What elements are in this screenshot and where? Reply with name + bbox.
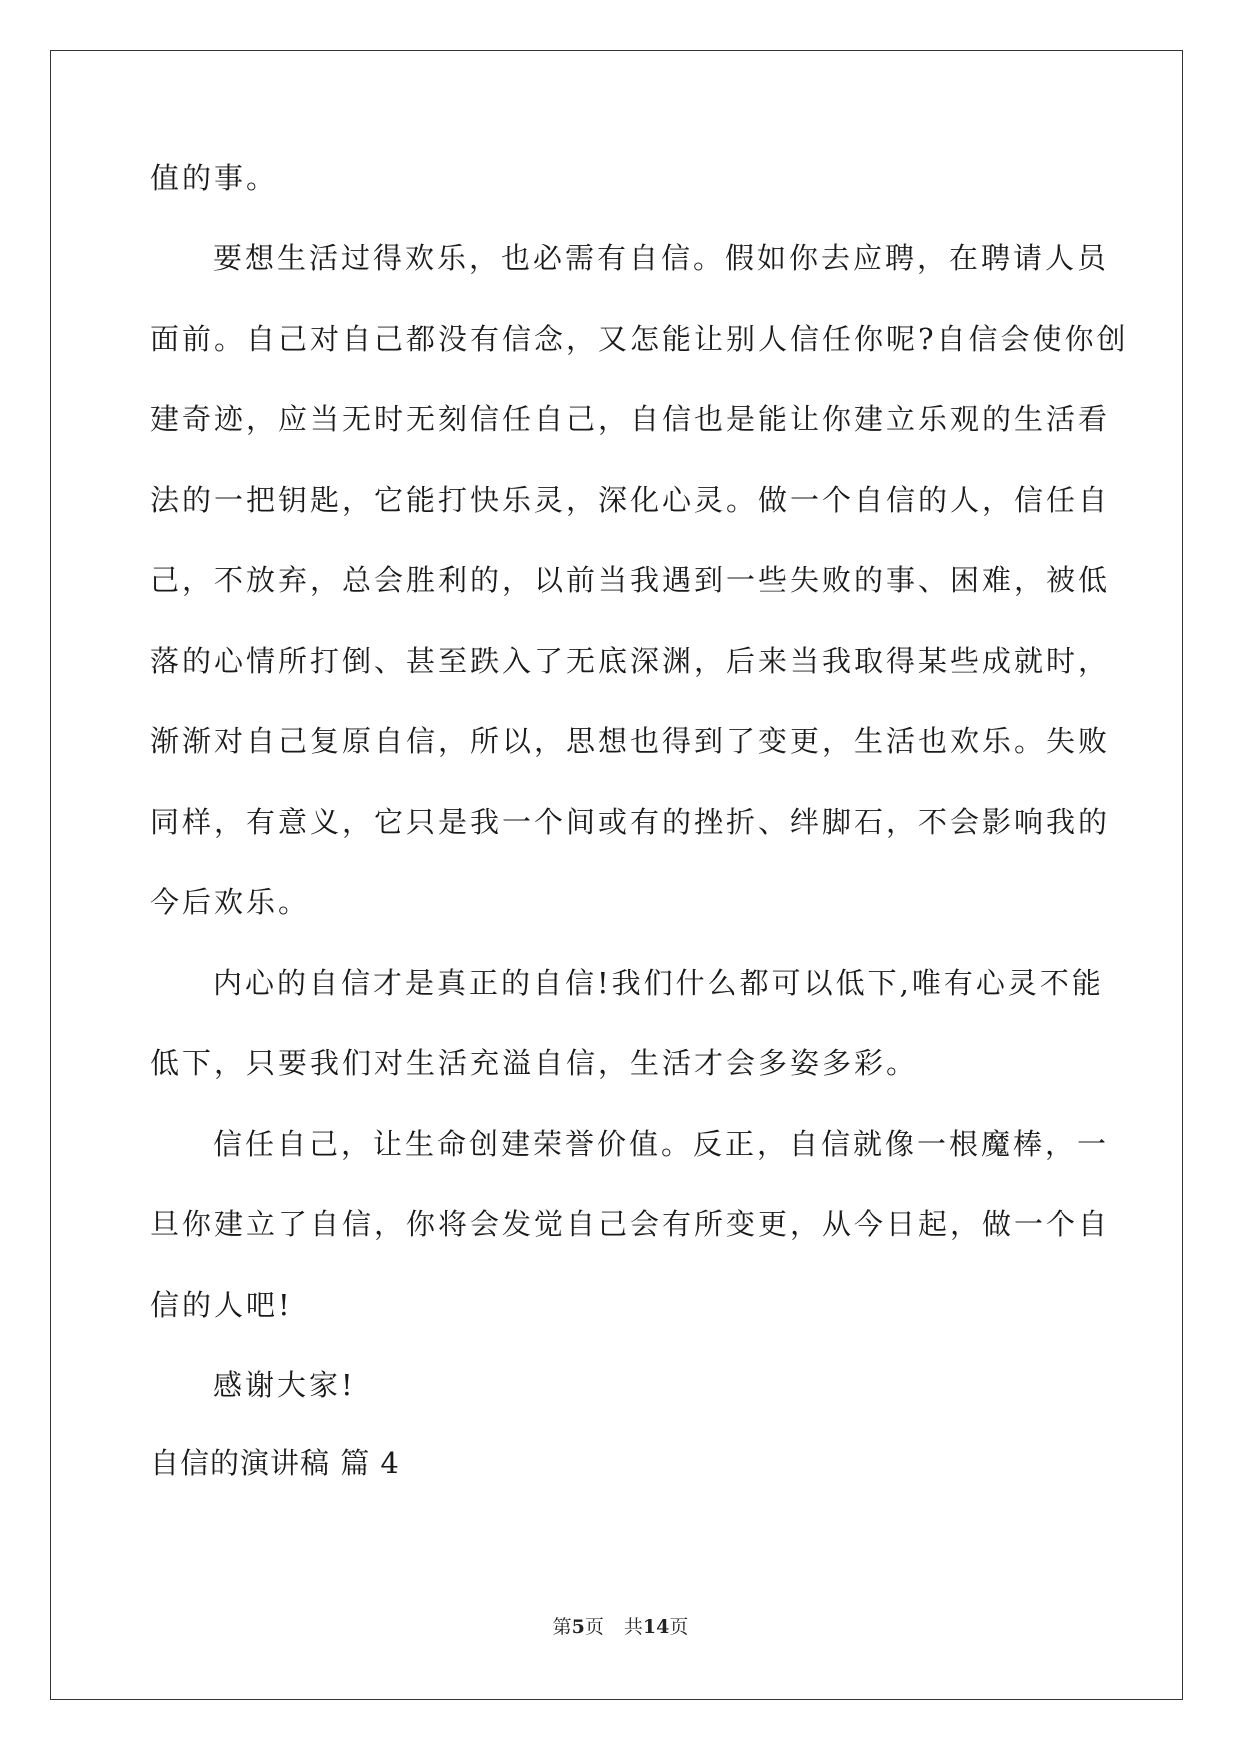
text-line: 信任自己，让生命创建荣誉价值。反正，自信就像一根魔棒，一 bbox=[213, 1127, 1110, 1161]
text-line: 建奇迹，应当无时无刻信任自己，自信也是能让你建立乐观的生活看 bbox=[150, 402, 1111, 436]
text-line: 旦你建立了自信，你将会发觉自己会有所变更，从今日起，做一个自 bbox=[150, 1207, 1111, 1241]
text-line: 面前。自己对自己都没有信念，又怎能让别人信任你呢?自信会使你创 bbox=[150, 322, 1129, 356]
text-line: 值的事。 bbox=[150, 161, 279, 195]
text-line: 信的人吧! bbox=[150, 1288, 293, 1322]
text-line: 同样，有意义，它只是我一个间或有的挫折、绊脚石，不会影响我的 bbox=[150, 805, 1111, 839]
text-line: 己，不放弃，总会胜利的，以前当我遇到一些失败的事、困难，被低 bbox=[150, 563, 1111, 597]
text-line: 落的心情所打倒、甚至跌入了无底深渊，后来当我取得某些成就时， bbox=[150, 644, 1111, 678]
text-line: 今后欢乐。 bbox=[150, 885, 311, 919]
page-footer bbox=[0, 1615, 1241, 1639]
text-line: 要想生活过得欢乐，也必需有自信。假如你去应聘，在聘请人员 bbox=[213, 241, 1110, 275]
page-number: 5 bbox=[571, 1616, 585, 1638]
total-suffix: 页 bbox=[669, 1616, 689, 1638]
text-line: 渐渐对自己复原自信，所以，思想也得到了变更，生活也欢乐。失败 bbox=[150, 724, 1111, 758]
text-line: 法的一把钥匙，它能打快乐灵，深化心灵。做一个自信的人，信任自 bbox=[150, 483, 1111, 517]
total-prefix: 共 bbox=[623, 1616, 643, 1638]
text-line: 低下，只要我们对生活充溢自信，生活才会多姿多彩。 bbox=[150, 1046, 919, 1080]
section-heading: 自信的演讲稿 篇 4 bbox=[150, 1446, 400, 1480]
text-line: 内心的自信才是真正的自信!我们什么都可以低下,唯有心灵不能 bbox=[213, 966, 1104, 1000]
total-pages: 14 bbox=[642, 1616, 670, 1638]
page-prefix: 第 bbox=[552, 1616, 572, 1638]
text-line: 感谢大家! bbox=[213, 1368, 356, 1402]
page-suffix: 页 bbox=[584, 1616, 604, 1638]
